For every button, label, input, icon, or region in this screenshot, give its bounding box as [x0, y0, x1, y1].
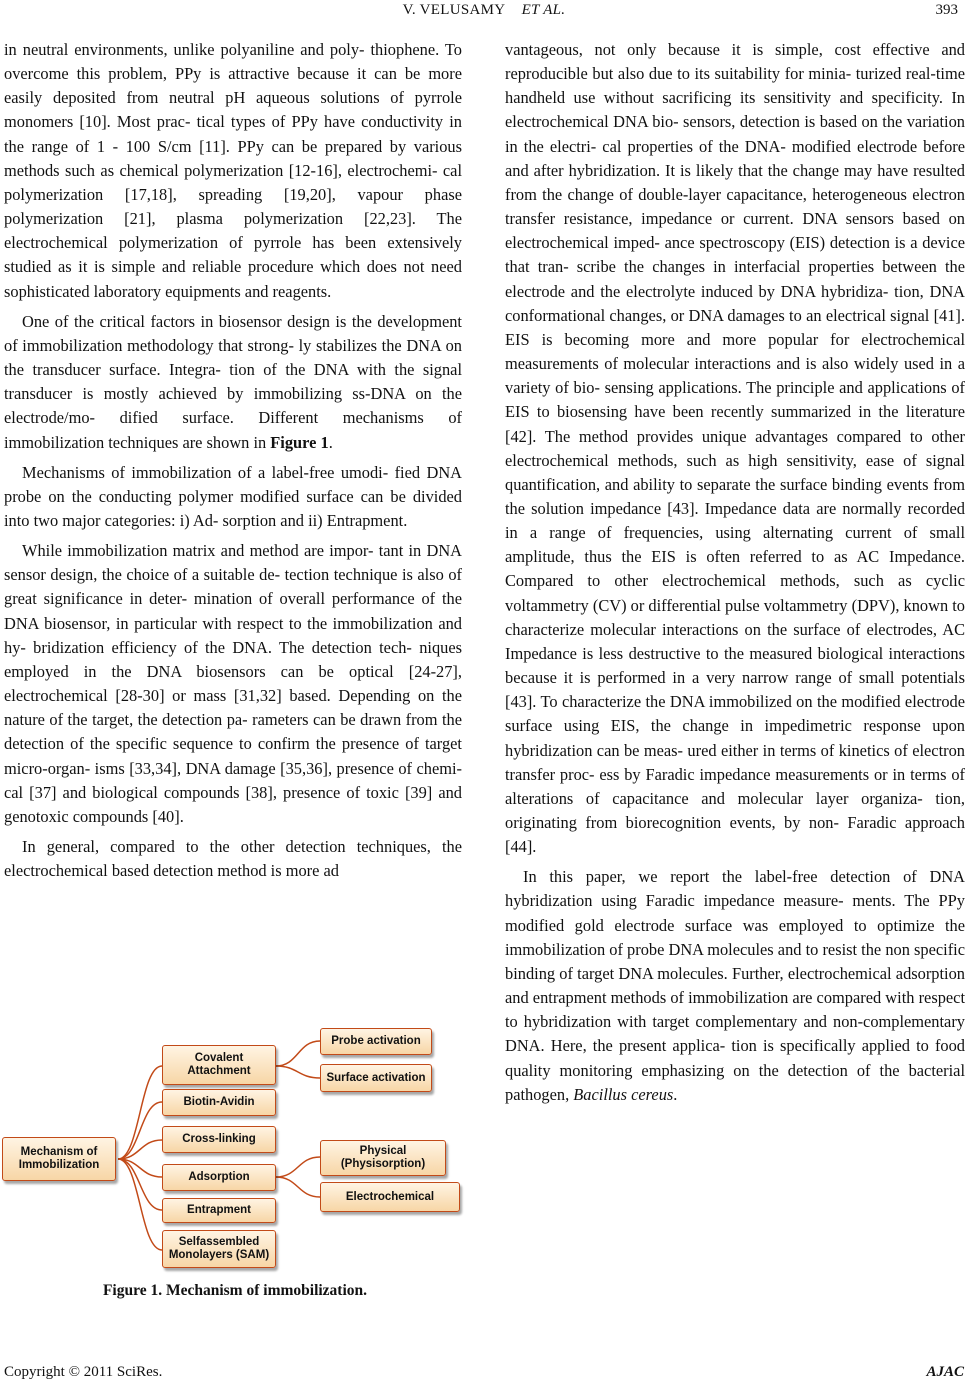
page-number: 393	[935, 2, 958, 18]
figure-reference: Figure 1	[270, 432, 329, 452]
running-head	[0, 2, 968, 19]
paragraph: One of the critical factors in biosensor design is the development of immobilization methodology that strong- ly stabilizes the DNA on the transducer surface. Integra- tion of the DNA with the signal transducer is mostly achieved by immobilizing ss-DNA on the electrode/mo- dified surface. Different mechanisms of immobilization techniques are shown in Figure 1.	[4, 311, 462, 452]
diagram-branch-adsorption: Adsorption	[162, 1164, 276, 1191]
paragraph: in neutral environments, unlike polyaniline and poly- thiophene. To overcome this problem, PPy is attractive because it can be more easily deposited from neutral pH aqueous solutions of pyrrole monomers [10]. Most prac- tical types of PPy have conductivity in the range of 1 - 100 S/cm [11]. PPy can be prepared by various methods such as chemical polymerization [12-16], electrochemi- cal polymerization [17,18], spreading [19,20], vapour phase polymerization [21], plasma polymerization [22,23]. The electrochemical polymerization of pyrrole has been extensively studied as it is simple and reliable procedure which does not need sophisticated laboratory equipments and reagents.	[4, 40, 462, 301]
diagram-leaf-physical: Physical (Physisorption)	[320, 1140, 446, 1176]
paragraph: Mechanisms of immobilization of a label-free umodi- fied DNA probe on the conducting polymer modified surface can be divided into two major categories: i) Ad- sorption and ii) Entrapment.	[4, 462, 462, 530]
paragraph: In general, compared to the other detection techniques, the electrochemical based detection method is more ad	[4, 837, 462, 881]
paragraph: In this paper, we report the label-free detection of DNA hybridization using Faradic impedance measure- ments. The PPy modified gold electrode surface was employed to optimize the immobilization of probe DNA molecules and to resist the non specific binding of target DNA molecules. Further, electrochemical adsorption and entrapment methods of immobilization are compared with respect to hybridization with target complementary and non-complementary DNA. Here, the present applica- tion is specifically applied to food quality monitoring emphasizing on the detection of the bacterial pathogen, Bacillus cereus.	[505, 867, 965, 1104]
diagram-branch-sam: Selfassembled Monolayers (SAM)	[162, 1230, 276, 1268]
left-column	[4, 38, 462, 883]
et-al: ET AL.	[521, 2, 566, 18]
diagram-leaf-probe-activation: Probe activation	[320, 1028, 432, 1055]
diagram-branch-entrapment: Entrapment	[162, 1198, 276, 1223]
diagram-branch-cross-linking: Cross-linking	[162, 1126, 276, 1153]
paragraph: vantageous, not only because it is simple, cost effective and reproducible but also due to its suitability for minia- turized real-time handheld use without sacrificing its sensitivity and specificity. In electrochemical DNA bio- sensors, detection is based on the variation in the electri- cal properties of the DNA- modified electrode before and after hybridization. It is likely that the change may have resulted from the change of double-layer capacitance, heterogeneous electron transfer resistance, impedance or current. DNA sensors based on electrochemical imped- ance spectroscopy (EIS) detection is a device that tran- scribe the changes in interfacial properties between the electrode and the electrolyte induced by DNA hybridiza- tion, DNA conformational changes, or DNA damages to an electrical signal [41]. EIS is becoming more and more popular for electrochemical measurements of molecular interactions and is also widely used in a variety of bio- sensing applications. The principle and applications of EIS to biosensing have been recently summarized in the literature [42]. The method provides unique advantages compared to other electrochemical methods, such as high sensitivity, ease of signal quantification, and ability to separate the surface binding events from the solution impedance [43]. Impedance data are normally recorded in a range of frequencies, using alternating current of small amplitude, thus the EIS is often referred to as AC Impedance. Compared to other electrochemical methods, such as cyclic voltammetry (CV) or differential pulse voltammetry (DPV), known to characterize molecular interactions on the surface of electrodes, AC Impedance is less destructive to the measured biological interactions because it is performed in a very narrow range of small potentials [43]. To characterize the DNA immobilized on the modified electrode surface using EIS, the change in impedimetric response upon hybridization can be meas- ured either in terms of kinetics of electron transfer proc- ess by Faradic impedance measurements or in terms of alterations of capacitance and molecular layer organiza- tion, originating from biorecognition events, by non- Faradic approach [44].	[505, 40, 965, 857]
diagram-root-box: Mechanism of Immobilization	[2, 1137, 116, 1181]
page-header	[0, 0, 968, 26]
figure-caption: Figure 1. Mechanism of immobilization.	[102, 1282, 368, 1299]
journal-abbrev: AJAC	[926, 1364, 964, 1380]
copyright: Copyright © 2011 SciRes.	[4, 1364, 163, 1380]
figure-immobilization-diagram	[0, 1022, 470, 1272]
diagram-branch-covalent: Covalent Attachment	[162, 1045, 276, 1085]
right-column	[505, 38, 965, 1107]
species-name: Bacillus cereus	[573, 1084, 674, 1104]
diagram-branch-biotin-avidin: Biotin-Avidin	[162, 1089, 276, 1116]
author-name: V. VELUSAMY	[402, 2, 506, 18]
diagram-leaf-electrochemical: Electrochemical	[320, 1182, 460, 1212]
paragraph: While immobilization matrix and method are impor- tant in DNA sensor design, the choice of a suitable de- tection technique is also of great significance in deter- mination of overall performance of the DNA biosensor, in particular with respect to the immobilization and hy- bridization efficiency of the DNA. The detection tech- niques employed in the DNA biosensors can be optical [24-27], electrochemical [28-30] or mass [31,32] based. Depending on the nature of the target, the detection pa- rameters can be drawn from the detection of the specific sequence to confirm the presence of target micro-organ- isms [33,34], DNA damage [35,36], presence of chemi- cal [37] and biological compounds [38], presence of toxic [39] and genotoxic compounds [40].	[4, 541, 462, 826]
diagram-leaf-surface-activation: Surface activation	[320, 1064, 432, 1092]
